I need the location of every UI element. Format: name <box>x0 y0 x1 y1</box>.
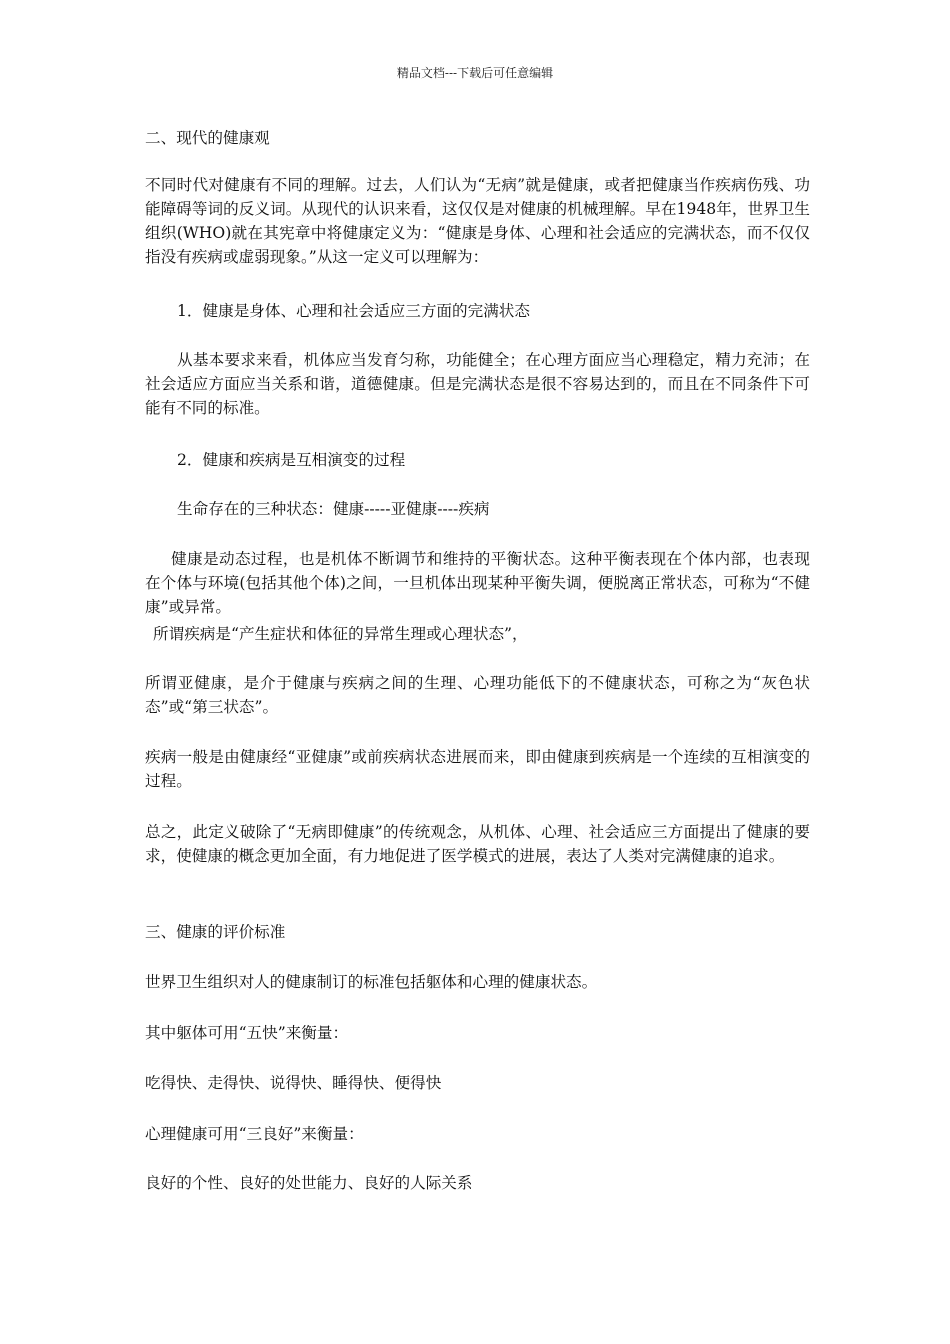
numbered-point-2: 2．健康和疾病是互相演变的过程 <box>177 451 406 469</box>
section-heading-modern-health: 二、现代的健康观 <box>145 129 270 147</box>
paragraph-definition: 不同时代对健康有不同的理解。过去，人们认为“无病”就是健康，或者把健康当作疾病伤残、功能障碍等词的反义词。从现代的认识来看，这仅仅是对健康的机械理解。早在1948年，世界卫生组织(WHO)就在其宪章中将健康定义为：“健康是身体、心理和社会适应的完满状态，而不仅仅指没有疾病或虚弱现象。”从这一定义可以理解为： <box>145 176 810 266</box>
page-header: 精品文档---下载后可任意编辑 <box>396 66 554 80</box>
list-five-fast: 吃得快、走得快、说得快、睡得快、便得快 <box>145 1074 442 1092</box>
paragraph-complete-state: 从基本要求来看，机体应当发育匀称，功能健全；在心理方面应当心理稳定，精力充沛；在社会适应方面应当关系和谐，道德健康。但是完满状态是很不容易达到的，而且在不同条件下可能有不同的标准。 <box>145 351 810 417</box>
three-states-line: 生命存在的三种状态：健康-----亚健康----疾病 <box>177 500 490 518</box>
paragraph-three-good-intro: 心理健康可用“三良好”来衡量： <box>145 1125 364 1143</box>
paragraph-disease-definition: 所谓疾病是“产生症状和体征的异常生理或心理状态”， <box>153 625 528 643</box>
paragraph-five-fast-intro: 其中躯体可用“五快”来衡量： <box>145 1024 349 1042</box>
list-three-good: 良好的个性、良好的处世能力、良好的人际关系 <box>145 1174 473 1192</box>
paragraph-who-standard: 世界卫生组织对人的健康制订的标准包括躯体和心理的健康状态。 <box>145 973 598 991</box>
numbered-point-1: 1．健康是身体、心理和社会适应三方面的完满状态 <box>177 302 530 320</box>
paragraph-continuous-process: 疾病一般是由健康经“亚健康”或前疾病状态进展而来，即由健康到疾病是一个连续的互相演变的过程。 <box>145 748 810 790</box>
paragraph-sub-health: 所谓亚健康，是介于健康与疾病之间的生理、心理功能低下的不健康状态，可称之为“灰色状态”或“第三状态”。 <box>145 674 810 716</box>
paragraph-summary: 总之，此定义破除了“无病即健康”的传统观念，从机体、心理、社会适应三方面提出了健康的要求，使健康的概念更加全面，有力地促进了医学模式的进展，表达了人类对完满健康的追求。 <box>145 823 810 865</box>
section-heading-evaluation-standard: 三、健康的评价标准 <box>145 923 286 941</box>
paragraph-dynamic-process: 健康是动态过程，也是机体不断调节和维持的平衡状态。这种平衡表现在个体内部，也表现在个体与环境(包括其他个体)之间，一旦机体出现某种平衡失调，便脱离正常状态，可称为“不健康”或异常。 <box>145 550 810 616</box>
